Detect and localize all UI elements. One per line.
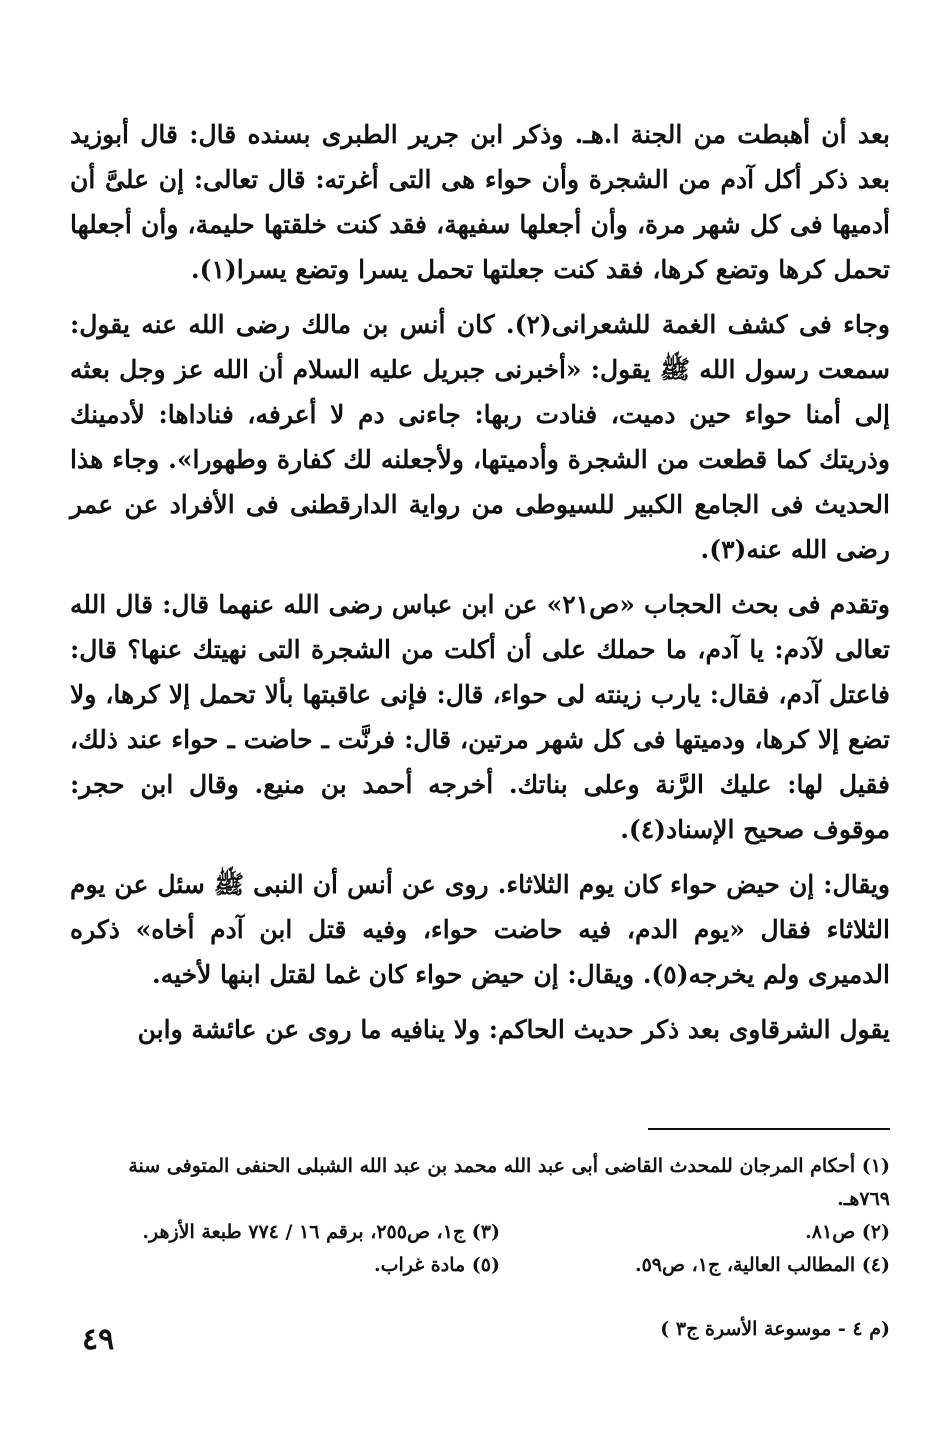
paragraph-2: وجاء فى كشف الغمة للشعرانى(٢). كان أنس بن مالك رضى الله عنه يقول: سمعت رسول الله ﷺ يقول: «أخبرنى جبريل عليه السلام أن الله عز وجل بعثه إلى أمنا حواء حين دميت، فنادت ربها: جاءنى دم لا أعرفه، فناداها: لأدمينك وذريتك كما قطعت من الشجرة وأدميتها، ولأجعلنه لك كفارة وطهورا». وجاء هذا الحديث فى الجامع الكبير للسيوطى من رواية الدارقطنى فى الأفراد عن عمر رضى الله عنه(٣). [70, 310, 890, 564]
footnote-divider [648, 1128, 890, 1130]
footnote-row-2 [70, 1216, 890, 1249]
paragraph-5: يقول الشرقاوى بعد ذكر حديث الحاكم: ولا ينافيه ما روى عن عائشة وابن [137, 1015, 890, 1044]
footnote-4: (٤) المطالب العالية، ج١، ص٥٩. [634, 1254, 890, 1276]
paragraph-3: وتقدم فى بحث الحجاب «ص٢١» عن ابن عباس رضى الله عنهما قال: قال الله تعالى لآدم: يا آدم، ما حملك على أن أكلت من الشجرة التى نهيتك عنها؟ قال: فاعتل آدم، فقال: يارب زينته لى حواء، قال: فإنى عاقبتها بألا تحمل إلا كرها، ولا تضع إلا كرها، ودميتها فى كل شهر مرتين، قال: فرنَّت ـ حاضت ـ حواء عند ذلك، فقيل لها: عليك الرَّنة وعلى بناتك. أخرجه أحمد بن منيع. وقال ابن حجر: موقوف صحيح الإسناد(٤). [70, 590, 890, 844]
paragraph-1: بعد أن أهبطت من الجنة ا.هـ. وذكر ابن جرير الطبرى بسنده قال: قال أبوزيد بعد ذكر أكل آدم من الشجرة وأن حواء هى التى أغرته: قال تعالى: إن علىَّ أن أدميها فى كل شهر مرة، وأن أجعلها سفيهة، فقد كنت خلقتها حليمة، وأن أجعلها تحمل كرها وتضع كرها، فقد كنت جعلتها تحمل يسرا وتضع يسرا(١). [70, 120, 890, 284]
running-title: (م ٤ - موسوعة الأسرة ج٣ ) [660, 1318, 890, 1340]
footnote-5: (٥) مادة غراب. [373, 1254, 500, 1276]
footnote-row-3 [70, 1249, 890, 1282]
page-number: ٤٩ [82, 1322, 115, 1357]
page-body [70, 112, 890, 1062]
footnote-1: (١) أحكام المرجان للمحدث القاضى أبى عبد الله محمد بن عبد الله الشبلى الحنفى المتوفى سنة ٧٦٩هـ. [128, 1155, 890, 1210]
footnote-3: (٣) ج١، ص٢٥٥، برقم ١٦ / ٧٧٤ طبعة الأزهر. [142, 1221, 500, 1243]
footnotes [70, 1150, 890, 1282]
footnote-2: (٢) ص٨١. [805, 1221, 890, 1243]
paragraph-4: ويقال: إن حيض حواء كان يوم الثلاثاء. روى عن أنس أن النبى ﷺ سئل عن يوم الثلاثاء فقال «يوم الدم، فيه حاضت حواء، وفيه قتل ابن آدم أخاه» ذكره الدميرى ولم يخرجه(٥). ويقال: إن حيض حواء كان غما لقتل ابنها لأخيه. [70, 870, 890, 989]
